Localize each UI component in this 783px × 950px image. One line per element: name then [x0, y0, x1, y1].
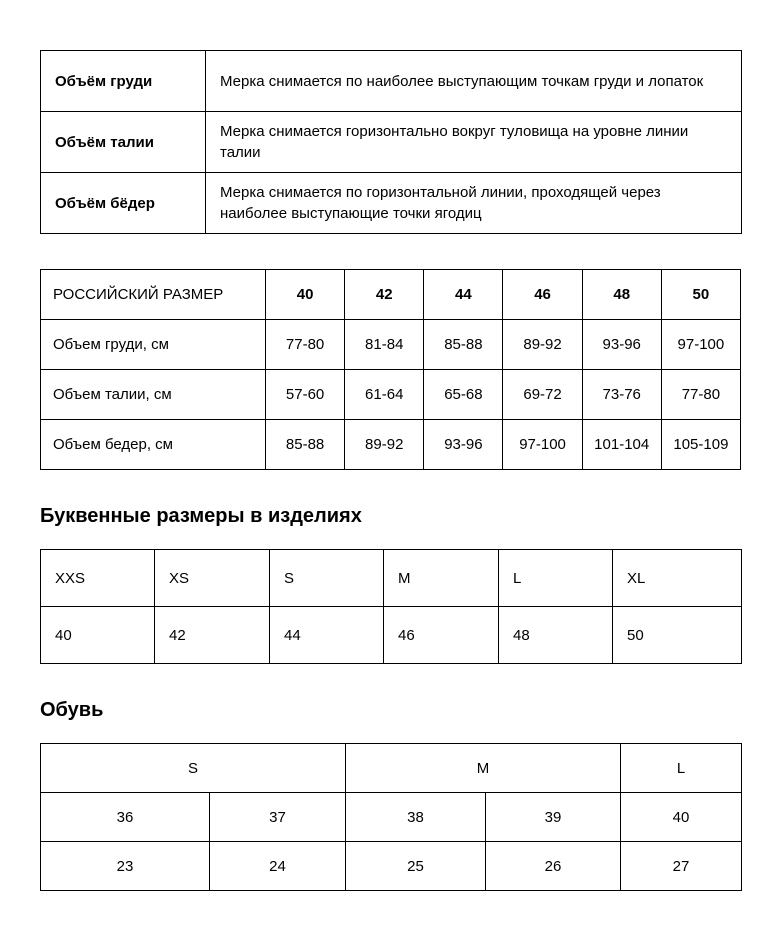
number-size-cell: 44 — [270, 607, 384, 664]
size-value-cell: 93-96 — [582, 320, 661, 370]
shoe-cm-size-cell: 26 — [486, 842, 621, 891]
measure-description-waist: Мерка снимается горизонтально вокруг туловища на уровне линии талии — [206, 112, 742, 173]
measure-label-waist: Объём талии — [41, 112, 206, 173]
table-row — [41, 370, 741, 420]
shoe-size-group-l: L — [621, 744, 742, 793]
shoe-eu-size-cell: 38 — [346, 793, 486, 842]
letter-size-cell: XS — [155, 550, 270, 607]
russian-size-table — [40, 269, 741, 470]
size-value-cell: 89-92 — [345, 420, 424, 470]
row-label-hips: Объем бедер, см — [41, 420, 266, 470]
size-value-cell: 97-100 — [661, 320, 740, 370]
number-size-cell: 46 — [384, 607, 499, 664]
table-header-row — [41, 744, 742, 793]
shoe-size-group-s: S — [41, 744, 346, 793]
size-value-cell: 81-84 — [345, 320, 424, 370]
table-row — [41, 173, 742, 234]
row-label-waist: Объем талии, см — [41, 370, 266, 420]
letter-sizes-title: Буквенные размеры в изделиях — [40, 505, 362, 527]
shoe-eu-size-cell: 36 — [41, 793, 210, 842]
measurements-table — [40, 50, 742, 234]
size-value-cell: 57-60 — [266, 370, 345, 420]
size-header-cell: 50 — [661, 270, 740, 320]
size-value-cell: 85-88 — [266, 420, 345, 470]
shoe-cm-size-cell: 23 — [41, 842, 210, 891]
table-row — [41, 420, 741, 470]
number-size-cell: 42 — [155, 607, 270, 664]
size-value-cell: 77-80 — [266, 320, 345, 370]
number-size-cell: 50 — [613, 607, 742, 664]
number-size-cell: 48 — [499, 607, 613, 664]
table-header-row — [41, 550, 742, 607]
measure-description-hips: Мерка снимается по горизонтальной линии, проходящей через наиболее выступающие точки ягодиц — [206, 173, 742, 234]
size-header-cell: 44 — [424, 270, 503, 320]
table-row — [41, 320, 741, 370]
letter-sizes-table — [40, 549, 742, 664]
letter-size-cell: XL — [613, 550, 742, 607]
shoe-eu-size-cell: 39 — [486, 793, 621, 842]
shoe-cm-size-cell: 24 — [210, 842, 346, 891]
size-value-cell: 73-76 — [582, 370, 661, 420]
table-row — [41, 112, 742, 173]
shoe-eu-size-cell: 37 — [210, 793, 346, 842]
table-row — [41, 51, 742, 112]
size-value-cell: 77-80 — [661, 370, 740, 420]
size-header-cell: 48 — [582, 270, 661, 320]
number-size-cell: 40 — [41, 607, 155, 664]
size-value-cell: 105-109 — [661, 420, 740, 470]
letter-size-cell: L — [499, 550, 613, 607]
size-value-cell: 89-92 — [503, 320, 582, 370]
shoe-cm-size-cell: 25 — [346, 842, 486, 891]
size-value-cell: 65-68 — [424, 370, 503, 420]
size-value-cell: 97-100 — [503, 420, 582, 470]
letter-size-cell: XXS — [41, 550, 155, 607]
measure-label-chest: Объём груди — [41, 51, 206, 112]
shoes-title: Обувь — [40, 699, 104, 721]
size-header-cell: 40 — [266, 270, 345, 320]
size-value-cell: 85-88 — [424, 320, 503, 370]
size-value-cell: 93-96 — [424, 420, 503, 470]
size-header-cell: 46 — [503, 270, 582, 320]
table-header-row — [41, 270, 741, 320]
shoe-cm-size-cell: 27 — [621, 842, 742, 891]
shoes-table — [40, 743, 742, 891]
measure-description-chest: Мерка снимается по наиболее выступающим точкам груди и лопаток — [206, 51, 742, 112]
russian-size-header-label: РОССИЙСКИЙ РАЗМЕР — [41, 270, 266, 320]
letter-size-cell: M — [384, 550, 499, 607]
size-header-cell: 42 — [345, 270, 424, 320]
size-value-cell: 101-104 — [582, 420, 661, 470]
size-value-cell: 61-64 — [345, 370, 424, 420]
shoe-size-group-m: M — [346, 744, 621, 793]
row-label-chest: Объем груди, см — [41, 320, 266, 370]
size-value-cell: 69-72 — [503, 370, 582, 420]
table-row — [41, 607, 742, 664]
table-row — [41, 842, 742, 891]
shoe-eu-size-cell: 40 — [621, 793, 742, 842]
letter-size-cell: S — [270, 550, 384, 607]
table-row — [41, 793, 742, 842]
measure-label-hips: Объём бёдер — [41, 173, 206, 234]
